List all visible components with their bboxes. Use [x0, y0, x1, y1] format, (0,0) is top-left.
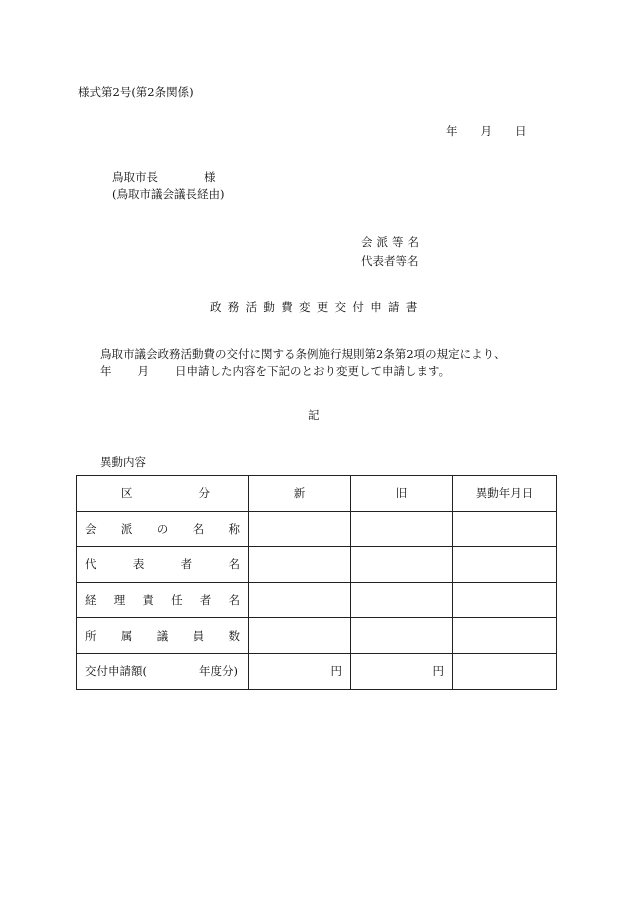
row-new-cell[interactable] — [249, 511, 351, 547]
table-row-amount — [77, 653, 557, 689]
row-label-char: 理 — [113, 593, 126, 608]
document-title: 政務活動費変更交付申請書 — [210, 300, 424, 314]
form-number: 様式第2号(第2条関係) — [78, 85, 194, 99]
changes-table — [76, 475, 557, 690]
ki-heading: 記 — [308, 408, 320, 422]
row-label-char: 者 — [180, 557, 193, 572]
row-date-cell[interactable] — [453, 511, 557, 547]
row-label-char: 会 — [85, 521, 97, 536]
representative-label: 代表者等名 — [361, 254, 419, 268]
addressee-name: 鳥取市長 — [112, 170, 158, 184]
row-label-char: 代 — [85, 557, 97, 572]
header-old: 旧 — [351, 476, 453, 512]
row-label-char: 員 — [192, 628, 205, 643]
body-month: 月 — [137, 364, 149, 378]
date-month: 月 — [480, 124, 492, 138]
section-label: 異動内容 — [100, 455, 146, 469]
row-label-char: 議 — [156, 628, 169, 643]
row-label-char: 属 — [120, 628, 133, 643]
table-row — [77, 618, 557, 654]
body-year: 年 — [100, 364, 112, 378]
row-label-char: 名 — [228, 593, 240, 608]
table-row — [77, 547, 557, 583]
header-date: 異動年月日 — [453, 476, 557, 512]
body-rest: 日申請した内容を下記のとおり変更して申請します。 — [175, 364, 451, 378]
row-label-char: 数 — [228, 628, 240, 643]
row-label-char: 表 — [132, 557, 145, 572]
amount-new-unit: 円 — [330, 664, 342, 679]
row-label-char: の — [156, 521, 169, 536]
row-date-cell[interactable] — [453, 547, 557, 583]
row-date-cell[interactable] — [453, 582, 557, 618]
row-new-cell[interactable] — [249, 618, 351, 654]
date-year: 年 — [446, 124, 458, 138]
row-label-char: 責 — [142, 593, 154, 608]
amount-label-cell — [77, 653, 249, 689]
body-line-2 — [100, 363, 450, 379]
row-label-char: 経 — [85, 593, 97, 608]
addressee-via: (鳥取市議会議長経由) — [112, 187, 225, 201]
row-label-char: 名 — [228, 557, 240, 572]
faction-label: 会派等名 — [361, 235, 423, 249]
table-row — [77, 582, 557, 618]
row-new-cell[interactable] — [249, 547, 351, 583]
row-label-cell — [77, 511, 249, 547]
row-label-cell — [77, 547, 249, 583]
header-kubun-1: 区 — [121, 486, 133, 501]
amount-new-cell[interactable] — [249, 653, 351, 689]
amount-label-left: 交付申請額( — [85, 664, 147, 679]
row-label-char: 所 — [85, 628, 97, 643]
row-label-char: 者 — [199, 593, 212, 608]
row-old-cell[interactable] — [351, 547, 453, 583]
row-label-cell — [77, 582, 249, 618]
header-new: 新 — [249, 476, 351, 512]
amount-date-cell[interactable] — [453, 653, 557, 689]
amount-label-right: 年度分) — [199, 664, 238, 679]
body-line-1: 鳥取市議会政務活動費の交付に関する条例施行規則第2条第2項の規定により、 — [100, 347, 506, 361]
row-old-cell[interactable] — [351, 511, 453, 547]
table-row — [77, 511, 557, 547]
addressee-honorific: 様 — [204, 170, 216, 184]
table-header-row — [77, 476, 557, 512]
row-label-cell — [77, 618, 249, 654]
header-kubun-2: 分 — [198, 486, 210, 501]
date-line — [446, 123, 527, 139]
row-label-char: 名 — [192, 521, 205, 536]
amount-old-cell[interactable] — [351, 653, 453, 689]
row-label-char: 称 — [228, 521, 240, 536]
row-label-char: 任 — [171, 593, 183, 608]
row-label-char: 派 — [120, 521, 133, 536]
row-old-cell[interactable] — [351, 582, 453, 618]
header-kubun — [77, 476, 249, 512]
row-new-cell[interactable] — [249, 582, 351, 618]
row-date-cell[interactable] — [453, 618, 557, 654]
addressee — [112, 169, 216, 185]
amount-old-unit: 円 — [432, 664, 444, 679]
row-old-cell[interactable] — [351, 618, 453, 654]
date-day: 日 — [515, 124, 527, 138]
